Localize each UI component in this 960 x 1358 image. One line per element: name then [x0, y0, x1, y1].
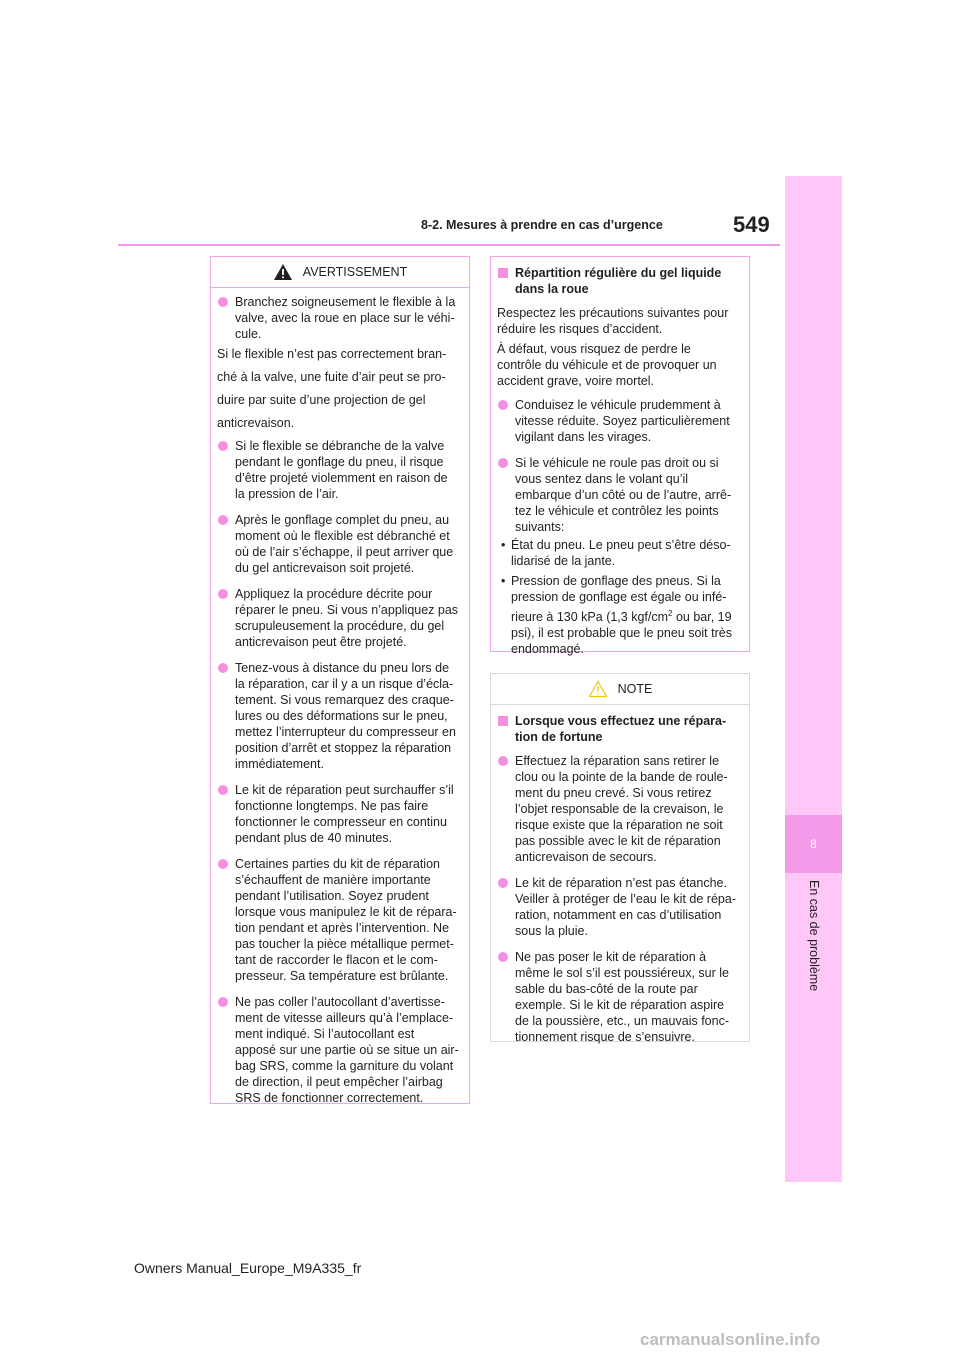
- text-line: position d’arrêt et stoppez la réparation: [235, 741, 452, 755]
- watermark: carmanualsonline.info: [640, 1330, 821, 1349]
- warning-bullet: [497, 455, 743, 535]
- text-line: de la poussière, etc., un mauvais fonc-: [515, 1014, 730, 1028]
- square-bullet: [498, 268, 508, 278]
- text-line: À défaut, vous risquez de perdre le: [497, 342, 691, 356]
- section-title: 8-2. Mesures à prendre en cas d’urgence: [421, 218, 663, 232]
- bullet-item: [217, 438, 463, 502]
- text-line: ment de vitesse ailleurs qu’à l’emplace-: [235, 1011, 454, 1025]
- bullet-dot: [218, 859, 228, 869]
- text-line: valve, avec la roue en place sur le véhi-: [235, 311, 455, 325]
- paragraph: [497, 305, 743, 337]
- text-line: lidarisé de la jante.: [511, 554, 616, 568]
- bullet-item: [497, 875, 743, 939]
- bullet-dot: [218, 297, 228, 307]
- text-line: ment indiqué. Si l’autocollant est: [235, 1027, 415, 1041]
- bullet-item: [217, 994, 463, 1106]
- text-line: suivants:: [515, 520, 565, 534]
- note-box: [490, 673, 750, 1042]
- text-line: pendant le gonflage du pneu, il risque: [235, 455, 444, 469]
- warning-box: [210, 256, 470, 1104]
- text-line: tion de fortune: [515, 730, 603, 744]
- text-line: Pression de gonflage des pneus. Si la: [511, 574, 721, 588]
- warning-box-title: AVERTISSEMENT: [302, 265, 408, 279]
- distribution-warning-box: [490, 256, 750, 656]
- text-line: Si le flexible se débranche de la valve: [235, 439, 445, 453]
- text-line: vigilant dans les virages.: [515, 430, 652, 444]
- dash-item: [497, 537, 743, 569]
- text-line: pendant l’utilisation. Soyez prudent: [235, 889, 429, 903]
- text-line: [511, 609, 743, 625]
- text-line: lures ou des déformations sur le pneu,: [235, 709, 448, 723]
- note-box-title: NOTE: [617, 682, 653, 696]
- text-line: Si le véhicule ne roule pas droit ou si: [515, 456, 719, 470]
- section-heading: [497, 265, 743, 297]
- distribution-warning-body: [491, 257, 749, 657]
- text-line: Respectez les précautions suivantes pour: [497, 306, 729, 320]
- warning-bullet: [217, 294, 463, 342]
- note-box-header: [491, 674, 749, 705]
- text-line: SRS de fonctionner correctement.: [235, 1091, 424, 1105]
- text-line: embarque d’un côté ou de l’autre, arrê-: [515, 488, 732, 502]
- text-line: anticrevaison.: [217, 416, 295, 430]
- text-line: Appliquez la procédure décrite pour: [235, 587, 433, 601]
- text-line: Le kit de réparation n’est pas étanche.: [515, 876, 727, 890]
- bullet-dot: [498, 878, 508, 888]
- paragraph: [497, 341, 743, 389]
- text-line: s’échauffent de manière importante: [235, 873, 431, 887]
- text-line: tionnement risque de s’ensuivre.: [515, 1030, 695, 1044]
- section-heading: [497, 713, 743, 745]
- chapter-number: 8: [810, 837, 817, 851]
- text-line: l’objet responsable de la crevaison, le: [515, 802, 724, 816]
- superscript: 2: [668, 608, 673, 618]
- text-line: Répartition régulière du gel liquide: [515, 266, 722, 280]
- warning-bullet: [497, 397, 743, 445]
- text-line: dans la roue: [515, 282, 589, 296]
- bullet-dot: [498, 756, 508, 766]
- text-line: accident grave, voire mortel.: [497, 374, 655, 388]
- note-box-body: [491, 705, 749, 1045]
- text-line: contrôle du véhicule et de provoquer un: [497, 358, 717, 372]
- text-line: clou ou la pointe de la bande de roule-: [515, 770, 728, 784]
- text-line: pas toucher la pièce métallique permet-: [235, 937, 454, 951]
- header-rule: [118, 244, 780, 246]
- warning-bullet-list: [217, 438, 463, 1106]
- bullet-item: [217, 782, 463, 846]
- text-line: d’être projeté violemment en raison de: [235, 471, 448, 485]
- text-line: réparer le pneu. Si vous n’appliquez pas: [235, 603, 459, 617]
- text-line: exemple. Si le kit de réparation aspire: [515, 998, 725, 1012]
- text-line: endommagé.: [511, 642, 584, 656]
- text-line: cule.: [235, 327, 262, 341]
- warning-box-body: [211, 288, 469, 1106]
- text-line: scrupuleusement la procédure, du gel: [235, 619, 445, 633]
- bullet-item: [497, 949, 743, 1045]
- text-line: anticrevaison de secours.: [515, 850, 657, 864]
- text-line: psi), il est probable que le pneu soit très: [511, 626, 732, 640]
- text-line: pression de gonflage est égale ou infé-: [511, 590, 727, 604]
- dash-bullet: •: [501, 538, 506, 552]
- footer-text: Owners Manual_Europe_M9A335_fr: [134, 1260, 362, 1276]
- caution-triangle-icon: [588, 680, 608, 698]
- warning-note-paragraph: [217, 346, 463, 432]
- text-line: pendant plus de 40 minutes.: [235, 831, 393, 845]
- text-line: tement. Si vous remarquez des craque-: [235, 693, 454, 707]
- bullet-dot: [218, 589, 228, 599]
- bullet-dot: [218, 441, 228, 451]
- text-line: Ne pas coller l’autocollant d’avertisse-: [235, 995, 445, 1009]
- text-line: Lorsque vous effectuez une répara-: [515, 714, 727, 728]
- text-line: tant de raccorder le flacon et le com-: [235, 953, 438, 967]
- bullet-dot: [218, 997, 228, 1007]
- text-line: presseur. Sa température est brûlante.: [235, 969, 449, 983]
- text-line: fonctionne longtemps. Ne pas faire: [235, 799, 429, 813]
- text-fragment: rieure à 130 kPa (1,3 kgf/cm: [511, 610, 669, 624]
- text-line: Ne pas poser le kit de réparation à: [515, 950, 707, 964]
- text-line: Si le flexible n’est pas correctement bran-: [217, 347, 447, 361]
- text-line: la pression de l’air.: [235, 487, 339, 501]
- text-line: ment du pneu crevé. Si vous retirez: [515, 786, 712, 800]
- dash-item: [497, 573, 743, 657]
- bullet-dot: [218, 663, 228, 673]
- text-line: Certaines parties du kit de réparation: [235, 857, 440, 871]
- text-line: État du pneu. Le pneu peut s’être déso-: [511, 538, 731, 552]
- text-line: risque existe que la réparation ne soit: [515, 818, 723, 832]
- bullet-dot: [218, 515, 228, 525]
- text-line: tion pendant et après l’intervention. Ne: [235, 921, 450, 935]
- text-line: sous la pluie.: [515, 924, 588, 938]
- bullet-dot: [498, 458, 508, 468]
- text-line: réduire les risques d’accident.: [497, 322, 663, 336]
- square-bullet: [498, 716, 508, 726]
- text-line: anticrevaison peut être projeté.: [235, 635, 407, 649]
- text-line: ration, notamment en cas d’utilisation: [515, 908, 722, 922]
- text-line: Tenez-vous à distance du pneu lors de: [235, 661, 450, 675]
- text-line: Effectuez la réparation sans retirer le: [515, 754, 720, 768]
- text-line: de direction, il peut empêcher l’airbag: [235, 1075, 443, 1089]
- page-number: 549: [733, 212, 770, 237]
- text-line: même le sol s’il est poussiéreux, sur le: [515, 966, 729, 980]
- text-fragment: ou bar, 19: [672, 610, 732, 624]
- text-line: sable du bas-côté de la route par: [515, 982, 698, 996]
- text-line: moment où le flexible est débranché et: [235, 529, 450, 543]
- text-line: tez le véhicule et contrôlez les points: [515, 504, 719, 518]
- bullet-dot: [498, 952, 508, 962]
- text-line: bag SRS, comme la garniture du volant: [235, 1059, 454, 1073]
- warning-box-header: [211, 257, 469, 288]
- text-line: Conduisez le véhicule prudemment à: [515, 398, 721, 412]
- bullet-dot: [218, 785, 228, 795]
- warning-triangle-icon: [273, 263, 293, 281]
- text-line: vitesse réduite. Soyez particulièrement: [515, 414, 730, 428]
- chapter-label: En cas de problème: [806, 880, 821, 992]
- text-line: ché à la valve, une fuite d’air peut se pro-: [217, 370, 446, 384]
- bullet-item: [217, 512, 463, 576]
- text-line: apposé sur une partie où se situe un air-: [235, 1043, 459, 1057]
- text-line: Le kit de réparation peut surchauffer s’il: [235, 783, 454, 797]
- text-line: Branchez soigneusement le flexible à la: [235, 295, 456, 309]
- bullet-item: [217, 586, 463, 650]
- text-line: immédiatement.: [235, 757, 324, 771]
- text-line: mettez l’interrupteur du compresseur en: [235, 725, 456, 739]
- text-line: la réparation, car il y a un risque d’écla-: [235, 677, 454, 691]
- text-line: lorsque vous manipulez le kit de répara-: [235, 905, 457, 919]
- chapter-label-wrap: [785, 880, 842, 1040]
- text-line: Après le gonflage complet du pneu, au: [235, 513, 450, 527]
- bullet-item: [217, 660, 463, 772]
- note-bullet-list: [497, 753, 743, 1045]
- text-line: Veiller à protéger de l’eau le kit de répa-: [515, 892, 736, 906]
- text-line: vous sentez dans le volant qu’il: [515, 472, 689, 486]
- text-line: fonctionner le compresseur en continu: [235, 815, 447, 829]
- dash-bullet: •: [501, 574, 506, 588]
- text-line: duire par suite d’une projection de gel: [217, 393, 426, 407]
- text-line: du gel anticrevaison soit projeté.: [235, 561, 415, 575]
- bullet-dot: [498, 400, 508, 410]
- text-line: où de l’air s’échappe, il peut arriver que: [235, 545, 454, 559]
- bullet-item: [217, 856, 463, 984]
- bullet-item: [497, 753, 743, 865]
- text-line: pas possible avec le kit de réparation: [515, 834, 721, 848]
